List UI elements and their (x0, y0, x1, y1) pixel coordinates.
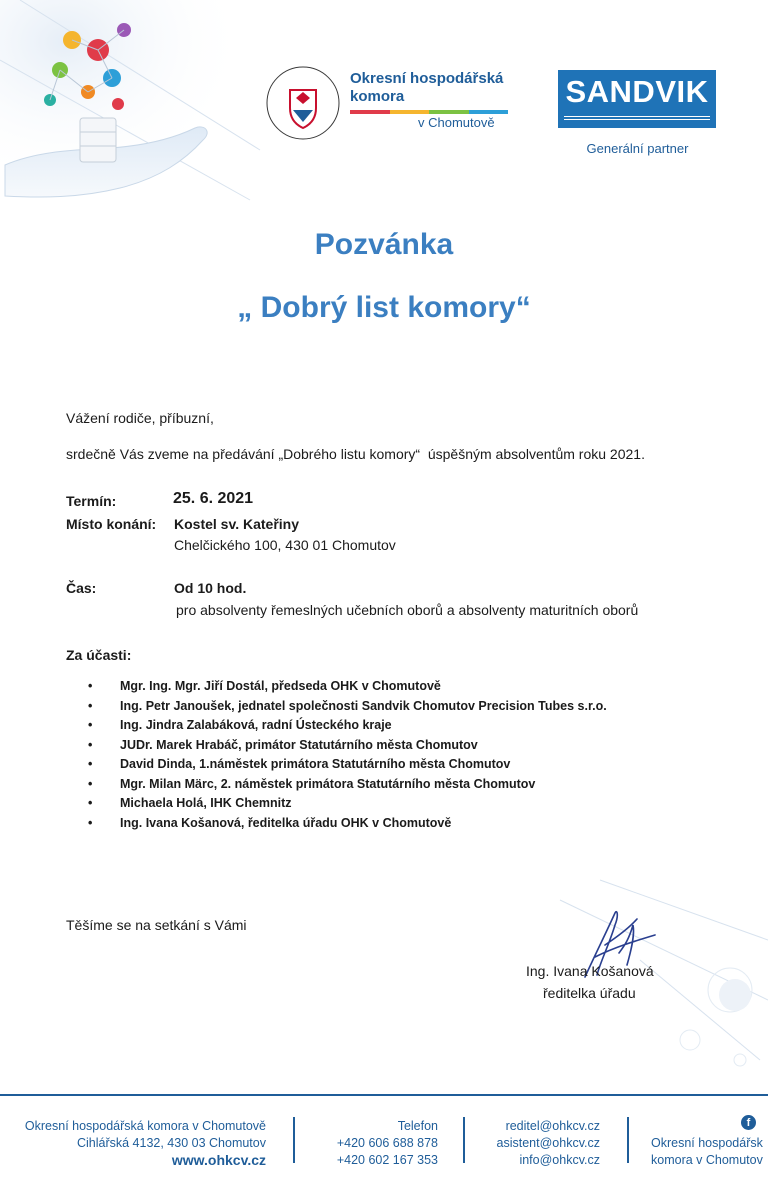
list-item: • Michaela Holá, IHK Chemnitz (88, 796, 292, 810)
footer-phone-block (300, 1118, 438, 1169)
sandvik-logo (558, 70, 716, 128)
footer-separator (463, 1117, 465, 1163)
list-item: • David Dinda, 1.náměstek primátora Statutárního města Chomutov (88, 757, 511, 771)
termin-label: Termín: (66, 493, 117, 509)
page-title: Pozvánka (314, 228, 454, 261)
sandvik-logo-text: SANDVIK (565, 74, 709, 109)
footer-separator (293, 1117, 295, 1163)
page-subtitle: „ Dobrý list komory“ (237, 291, 531, 324)
email-link-reditel[interactable]: reditel@ohkcv.cz (505, 1119, 600, 1133)
footer-org: Okresní hospodářská komora v Chomutově (24, 1119, 266, 1133)
list-item: • JUDr. Marek Hrabáč, primátor Statutárního města Chomutov (88, 737, 478, 752)
sandvik-logo-stripes (564, 116, 710, 122)
termin-value: 25. 6. 2021 (173, 490, 254, 507)
footer-web-link[interactable]: www.ohkcv.cz (171, 1152, 266, 1168)
closing-text: Těšíme se na setkání s Vámi (66, 917, 247, 933)
ohk-logo-text (350, 70, 503, 106)
partner-caption: Generální partner (586, 141, 689, 156)
greeting: Vážení rodiče, příbuzní, (66, 410, 214, 426)
social-icons (741, 1113, 768, 1131)
ohk-name-line1: Okresní hospodářská (350, 70, 504, 87)
cas-label: Čas: (66, 580, 97, 596)
footer-email-block (470, 1118, 600, 1169)
attendees-list (88, 677, 607, 833)
misto-value: Kostel sv. Kateřiny (174, 516, 300, 532)
ohk-seal-logo (267, 67, 339, 139)
attendance-label: Za účasti: (66, 647, 132, 663)
ohk-city: v Chomutově (418, 115, 495, 130)
signature-name: Ing. Ivana Košanová (526, 963, 654, 979)
list-item: • Ing. Ivana Košanová, ředitelka úřadu OHK v Chomutově (88, 815, 452, 830)
social-org-line1: Okresní hospodářsk (651, 1136, 763, 1150)
server-stack-icon (80, 118, 116, 162)
footer-divider (0, 1094, 768, 1096)
ohk-color-bars (350, 110, 508, 114)
facebook-icon[interactable]: f (741, 1115, 756, 1130)
email-link-info[interactable]: info@ohkcv.cz (519, 1153, 600, 1167)
social-org-line2: komora v Chomutov (651, 1153, 763, 1167)
email-link-asistent[interactable]: asistent@ohkcv.cz (496, 1136, 600, 1150)
cas-value: Od 10 hod. (174, 580, 247, 596)
list-item: • Mgr. Ing. Mgr. Jiří Dostál, předseda OHK v Chomutově (88, 679, 441, 693)
intro-text: srdečně Vás zveme na předávání „Dobrého listu komory“ úspěšným absolventům roku 2021. (66, 446, 645, 462)
phone-label: Telefon (397, 1119, 438, 1133)
footer-address: Cihlářská 4132, 430 03 Chomutov (76, 1136, 266, 1150)
list-item: • Ing. Jindra Zalabáková, radní Ústeckého kraje (88, 718, 392, 732)
phone-2[interactable]: +420 602 167 353 (336, 1153, 438, 1167)
misto-label: Místo konání: (66, 516, 157, 532)
cas-note: pro absolventy řemeslných učebních oborů a absolventy maturitních oborů (176, 602, 639, 618)
signature-role: ředitelka úřadu (543, 985, 636, 1001)
phone-1[interactable]: +420 606 688 878 (336, 1136, 438, 1150)
misto-address: Chelčického 100, 430 01 Chomutov (174, 537, 396, 553)
footer-separator (627, 1117, 629, 1163)
footer-social-org (651, 1135, 768, 1169)
list-item: • Mgr. Milan Märc, 2. náměstek primátora Statutárního města Chomutov (88, 776, 536, 791)
footer-address-block (0, 1118, 266, 1169)
list-item: • Ing. Petr Janoušek, jednatel společnosti Sandvik Chomutov Precision Tubes s.r.o. (88, 698, 607, 713)
ohk-name-line2: komora (350, 88, 405, 105)
